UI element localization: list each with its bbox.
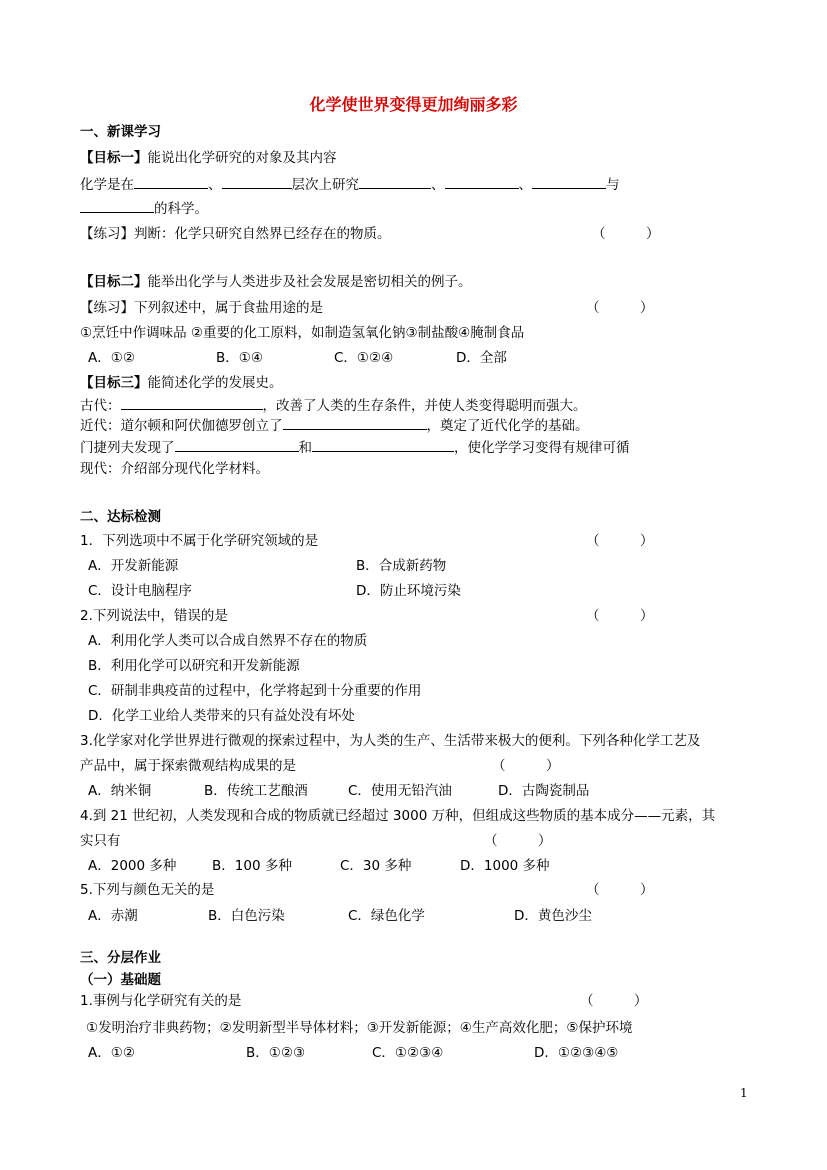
option-d[interactable]: D．全部 <box>456 350 507 366</box>
section-heading-3: 三、分层作业 <box>80 950 161 966</box>
option-a[interactable]: A．纳米铜 <box>88 783 152 799</box>
def-text: 与 <box>606 177 620 193</box>
subsection-heading: （一）基础题 <box>80 972 161 988</box>
question-2: 2.下列说法中，错误的是 <box>80 608 228 624</box>
goal-3 <box>80 373 283 393</box>
option-b[interactable]: B．合成新药物 <box>356 558 447 574</box>
blank-field[interactable] <box>312 437 454 452</box>
blank-field[interactable] <box>80 198 154 213</box>
option-b[interactable]: B．①②③ <box>246 1045 306 1061</box>
option-a[interactable]: A．赤潮 <box>88 908 138 924</box>
practice-2-items: ①烹饪中作调味品 ②重要的化工原料，如制造氢氧化钠③制盐酸④腌制食品 <box>80 325 525 341</box>
option-d[interactable]: D．①②③④⑤ <box>534 1045 619 1061</box>
goal-2-tag: 【目标二】 <box>80 274 148 290</box>
goal-1-text: 能说出化学研究的对象及其内容 <box>147 150 337 166</box>
blank-field[interactable] <box>532 174 606 189</box>
question-4-line-1: 4.到 21 世纪初，人类发现和合成的物质就已经超过 3000 万种，但组成这些物质的基本成分——元素，其 <box>80 808 716 824</box>
def-text: 的科学。 <box>154 201 208 217</box>
option-b[interactable]: B．利用化学可以研究和开发新能源 <box>88 658 300 674</box>
option-d[interactable]: D．1000 多种 <box>460 858 550 874</box>
history-text: ，奠定了近代化学的基础。 <box>426 418 589 434</box>
practice-1 <box>80 224 391 244</box>
def-text: 层次上研究 <box>291 177 359 193</box>
option-c[interactable]: C．研制非典疫苗的过程中，化学将起到十分重要的作用 <box>88 683 422 699</box>
goal-1 <box>80 148 337 168</box>
goal-2-text: 能举出化学与人类进步及社会发展是密切相关的例子。 <box>147 274 472 290</box>
option-d[interactable]: D．防止环境污染 <box>356 583 461 599</box>
blank-field[interactable] <box>134 174 208 189</box>
definition-line-1 <box>80 174 620 194</box>
question-4-line-2: 实只有 <box>80 833 121 849</box>
history-text: ，改善了人类的生存条件，并使人类变得聪明而强大。 <box>262 398 587 414</box>
practice-2-tag: 【练习】 <box>80 300 134 316</box>
blank-field[interactable] <box>121 395 263 410</box>
question-5: 5.下列与颜色无关的是 <box>80 882 215 898</box>
modern-line <box>80 415 589 435</box>
goal-3-tag: 【目标三】 <box>80 375 148 391</box>
blank-field[interactable] <box>445 174 519 189</box>
current-line: 现代：介绍部分现代化学材料。 <box>80 461 269 477</box>
history-text: 和 <box>298 440 312 456</box>
practice-1-tag: 【练习】 <box>80 226 134 242</box>
option-c[interactable]: C．①②③④ <box>372 1045 444 1061</box>
answer-parens[interactable]: （ ） <box>586 882 654 898</box>
option-a[interactable]: A．2000 多种 <box>88 858 177 874</box>
answer-parens[interactable]: （ ） <box>586 300 654 316</box>
option-b[interactable]: B．①④ <box>216 350 263 366</box>
history-text: ，使化学学习变得有规律可循 <box>454 440 630 456</box>
blank-field[interactable] <box>222 174 292 189</box>
option-c[interactable]: C．30 多种 <box>340 858 412 874</box>
option-a[interactable]: A．开发新能源 <box>88 558 179 574</box>
blank-field[interactable] <box>175 437 299 452</box>
answer-parens[interactable]: （ ） <box>492 758 560 774</box>
answer-parens[interactable]: （ ） <box>580 993 648 1009</box>
option-c[interactable]: C．设计电脑程序 <box>88 583 192 599</box>
practice-2 <box>80 298 323 318</box>
history-text: 近代：道尔顿和阿伏伽德罗创立了 <box>80 418 283 434</box>
practice-1-text: 判断：化学只研究自然界已经存在的物质。 <box>134 226 391 242</box>
answer-parens[interactable]: （ ） <box>586 533 654 549</box>
option-d[interactable]: D．化学工业给人类带来的只有益处没有坏处 <box>88 708 355 724</box>
answer-parens[interactable]: （ ） <box>586 608 654 624</box>
blank-field[interactable] <box>283 415 427 430</box>
option-b[interactable]: B．传统工艺酿酒 <box>204 783 308 799</box>
goal-1-tag: 【目标一】 <box>80 150 148 166</box>
goal-3-text: 能简述化学的发展史。 <box>147 375 283 391</box>
question-3-line-1: 3.化学家对化学世界进行微观的探索过程中，为人类的生产、生活带来极大的便利。下列各种化学工艺及 <box>80 733 701 749</box>
option-a[interactable]: A．①② <box>88 350 135 366</box>
def-text: 、 <box>208 177 222 193</box>
answer-parens[interactable]: （ ） <box>592 226 660 242</box>
def-text: 、 <box>431 177 445 193</box>
answer-parens[interactable]: （ ） <box>484 833 552 849</box>
history-text: 门捷列夫发现了 <box>80 440 175 456</box>
ancient-line <box>80 395 587 415</box>
def-text: 化学是在 <box>80 177 134 193</box>
option-d[interactable]: D．古陶瓷制品 <box>498 783 590 799</box>
question-3-line-2: 产品中，属于探索微观结构成果的是 <box>80 758 296 774</box>
goal-2 <box>80 272 472 292</box>
blank-field[interactable] <box>359 174 431 189</box>
option-c[interactable]: C．①②④ <box>334 350 394 366</box>
history-text: 古代： <box>80 398 121 414</box>
option-c[interactable]: C．绿色化学 <box>348 908 425 924</box>
section-heading-2: 二、达标检测 <box>80 509 161 525</box>
homework-items: ①发明治疗非典药物；②发明新型半导体材料；③开发新能源；④生产高效化肥；⑤保护环境 <box>86 1020 633 1036</box>
practice-2-text: 下列叙述中，属于食盐用途的是 <box>134 300 323 316</box>
page-title: 化学使世界变得更加绚丽多彩 <box>309 95 518 114</box>
definition-line-2 <box>80 198 208 218</box>
option-d[interactable]: D．黄色沙尘 <box>514 908 592 924</box>
option-a[interactable]: A．①② <box>88 1045 135 1061</box>
option-c[interactable]: C．使用无铅汽油 <box>348 783 452 799</box>
mendeleev-line <box>80 437 630 457</box>
question-1: 1．下列选项中不属于化学研究领域的是 <box>80 533 319 549</box>
page-number: 1 <box>740 1086 748 1100</box>
section-heading-1: 一、新课学习 <box>80 124 161 140</box>
def-text: 、 <box>518 177 532 193</box>
option-b[interactable]: B．白色污染 <box>208 908 285 924</box>
homework-question-1: 1.事例与化学研究有关的是 <box>80 993 242 1009</box>
option-a[interactable]: A．利用化学人类可以合成自然界不存在的物质 <box>88 633 368 649</box>
option-b[interactable]: B．100 多种 <box>212 858 292 874</box>
